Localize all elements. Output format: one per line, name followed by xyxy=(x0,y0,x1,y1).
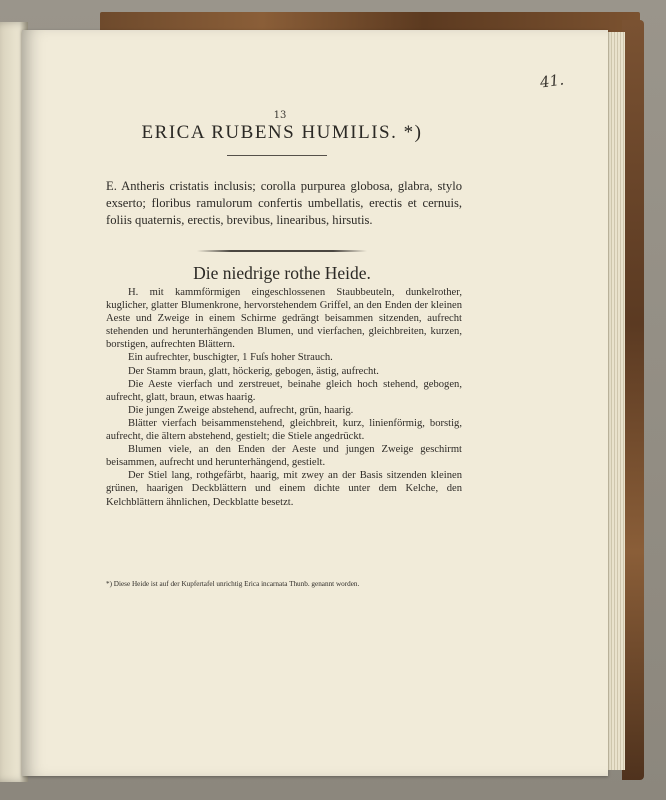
species-title: ERICA RUBENS HUMILIS. *) xyxy=(141,122,423,143)
paragraph: Der Stamm braun, glatt, höckerig, gebogen, ästig, aufrecht. xyxy=(128,365,379,377)
section-divider xyxy=(197,250,367,252)
paragraph: Blumen viele, an den Enden der Aeste und jungen Zweige geschirmt beisammen, aufrecht und herunterhängend, gestielt. xyxy=(106,444,462,469)
paragraph: Der Stiel lang, rothgefärbt, haarig, mit zwey an der Basis sitzenden kleinen grünen, haarigen Deckblättern und einem dichte unter dem Kelche, den Kelchblättern ähnlichen, Deckblatte besetzt. xyxy=(106,470,462,508)
footnote: *) Diese Heide ist auf der Kupfertafel unrichtig Erica incarnata Thunb. genannt worden. xyxy=(106,580,360,588)
paragraph: Ein aufrechter, buschigter, 1 Fuſs hoher Strauch. xyxy=(128,352,333,364)
title-underline xyxy=(227,155,327,156)
paragraph: Die jungen Zweige abstehend, aufrecht, grün, haarig. xyxy=(128,404,354,416)
german-description xyxy=(106,286,462,509)
plate-number: 13 xyxy=(273,110,287,121)
german-title: Die niedrige rothe Heide. xyxy=(193,263,371,283)
handwritten-folio-number: 41. xyxy=(538,70,565,92)
paragraph: Die Aeste vierfach und zerstreuet, beinahe gleich hoch stehend, gebogen, aufrecht, glatt, braun, etwas haarig. xyxy=(106,378,462,403)
book-page xyxy=(22,30,608,776)
paragraph: Blätter vierfach beisammenstehend, gleichbreit, kurz, linienförmig, borstig, aufrecht, die ältern abstehend, gestielt; die Stiele angedrückt. xyxy=(106,417,462,443)
latin-description: E. Antheris cristatis inclusis; corolla purpurea globosa, glabra, stylo exserto; floribus ramulorum confertis umbellatis, erectis et cernuis, foliis quaternis, erectis, brevibus, linearibus, hirsutis. xyxy=(106,179,462,227)
book-cover-right-edge xyxy=(622,20,644,780)
paragraph: H. mit kammförmigen eingeschlossenen Staubbeuteln, dunkelrother, kuglicher, glatter Blumenkrone, hervorstehendem Griffel, an den Enden der kleinen Aeste und Zweige in einem Schirme gedrängt beisammen sitzenden, aufrecht stehenden und herunterhängenden Blumen, und vierfachen, gleichbreiten, kurzen, borstigen, aufrechten Blättern. xyxy=(106,287,462,351)
